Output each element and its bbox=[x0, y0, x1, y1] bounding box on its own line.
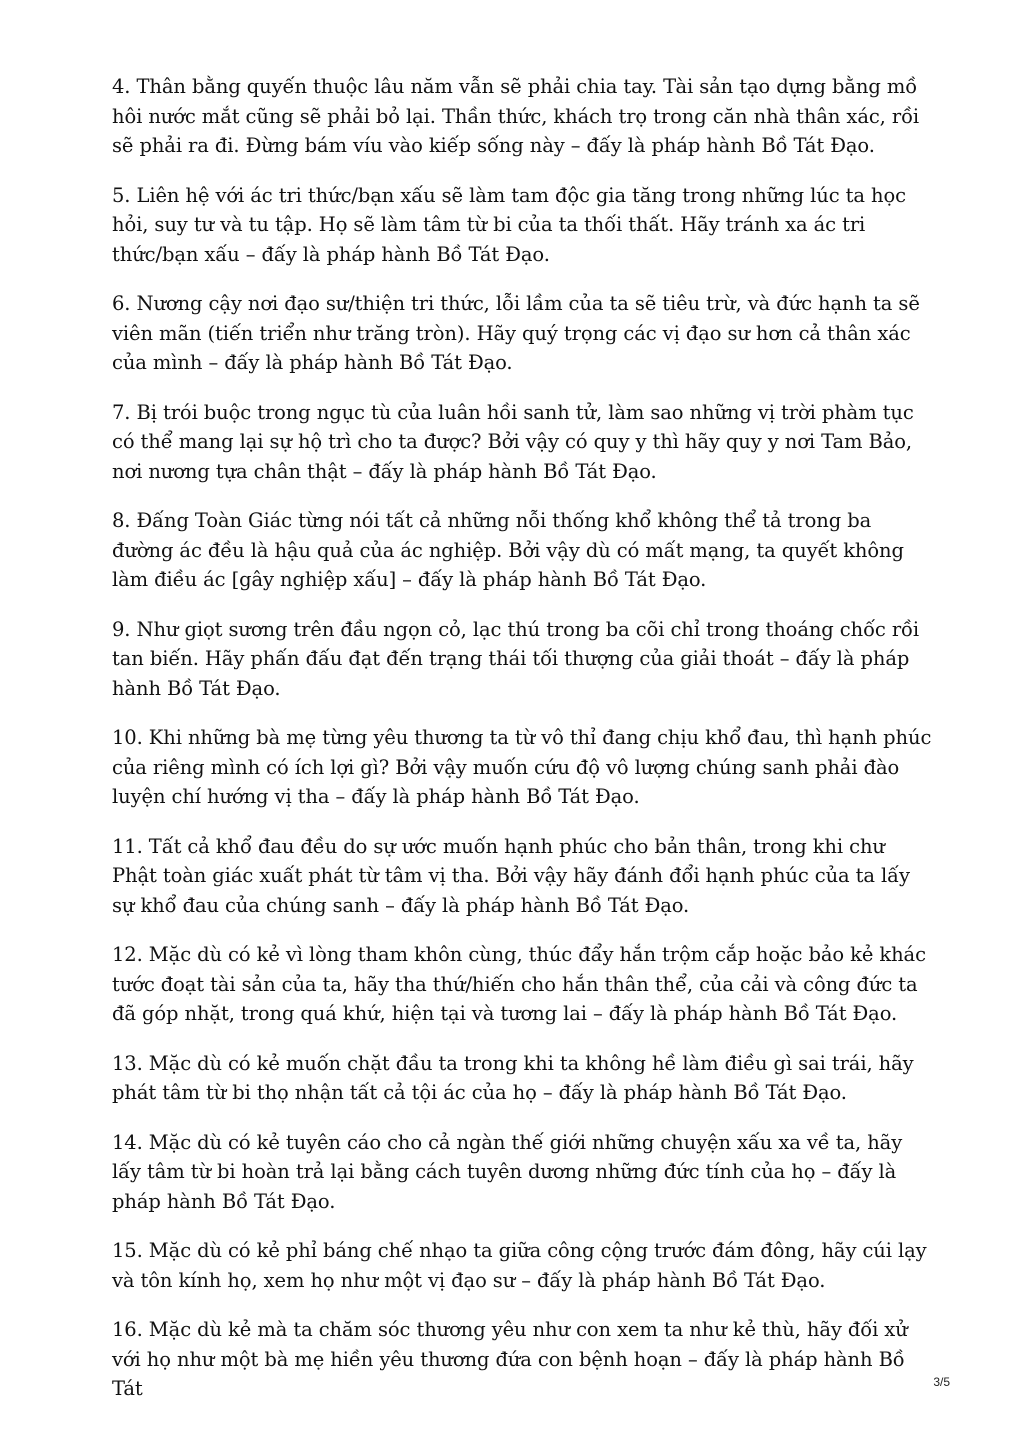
paragraph-4: 4. Thân bằng quyến thuộc lâu năm vẫn sẽ phải chia tay. Tài sản tạo dựng bằng mồ hôi nước mắt cũng sẽ phải bỏ lại. Thần thức, khách trọ trong căn nhà thân xác, rồi sẽ phải ra đi. Đừng bám víu vào kiếp sống này – đấy là pháp hành Bồ Tát Đạo. bbox=[112, 75, 920, 157]
paragraph-8: 8. Đấng Toàn Giác từng nói tất cả những nỗi thống khổ không thể tả trong ba đường ác đều là hậu quả của ác nghiệp. Bởi vậy dù có mất mạng, ta quyết không làm điều ác [gây nghiệp xấu] – đấy là pháp hành Bồ Tát Đạo. bbox=[112, 509, 904, 591]
paragraph-12: 12. Mặc dù có kẻ vì lòng tham khôn cùng, thúc đẩy hắn trộm cắp hoặc bảo kẻ khác tước đoạt tài sản của ta, hãy tha thứ/hiến cho hắn thân thể, của cải và công đức ta đã góp nhặt, trong quá khứ, hiện tại và tương lai – đấy là pháp hành Bồ Tát Đạo. bbox=[112, 943, 926, 1025]
paragraph-9: 9. Như giọt sương trên đầu ngọn cỏ, lạc thú trong ba cõi chỉ trong thoáng chốc rồi tan biến. Hãy phấn đấu đạt đến trạng thái tối thượng của giải thoát – đấy là pháp hành Bồ Tát Đạo. bbox=[112, 617, 920, 700]
page-number: 3/5 bbox=[933, 1375, 950, 1389]
paragraph-5: 5. Liên hệ với ác tri thức/bạn xấu sẽ làm tam độc gia tăng trong những lúc ta học hỏi, suy tư và tu tập. Họ sẽ làm tâm từ bi của ta thối thất. Hãy tránh xa ác tri thức/bạn xấu – đấy là pháp hành Bồ Tát Đạo. bbox=[112, 183, 906, 266]
document-body bbox=[112, 72, 932, 1424]
paragraph-11: 11. Tất cả khổ đau đều do sự ước muốn hạnh phúc cho bản thân, trong khi chư Phật toàn giác xuất phát từ tâm vị tha. Bởi vậy hãy đánh đổi hạnh phúc của ta lấy sự khổ đau của chúng sanh – đấy là pháp hành Bồ Tát Đạo. bbox=[112, 834, 910, 917]
paragraph-15: 15. Mặc dù có kẻ phỉ báng chế nhạo ta giữa công cộng trước đám đông, hãy cúi lạy và tôn kính họ, xem họ như một vị đạo sư – đấy là pháp hành Bồ Tát Đạo. bbox=[112, 1239, 927, 1292]
paragraph-13: 13. Mặc dù có kẻ muốn chặt đầu ta trong khi ta không hề làm điều gì sai trái, hãy phát tâm từ bi thọ nhận tất cả tội ác của họ – đấy là pháp hành Bồ Tát Đạo. bbox=[112, 1051, 914, 1104]
paragraph-14: 14. Mặc dù có kẻ tuyên cáo cho cả ngàn thế giới những chuyện xấu xa về ta, hãy lấy tâm từ bi hoàn trả lại bằng cách tuyên dương những đức tính của họ – đấy là pháp hành Bồ Tát Đạo. bbox=[112, 1130, 903, 1213]
paragraph-10: 10. Khi những bà mẹ từng yêu thương ta từ vô thỉ đang chịu khổ đau, thì hạnh phúc của riêng mình có ích lợi gì? Bởi vậy muốn cứu độ vô lượng chúng sanh phải đào luyện chí hướng vị tha – đấy là pháp hành Bồ Tát Đạo. bbox=[112, 726, 932, 808]
paragraph-7: 7. Bị trói buộc trong ngục tù của luân hồi sanh tử, làm sao những vị trời phàm tục có thể mang lại sự hộ trì cho ta được? Bởi vậy có quy y thì hãy quy y nơi Tam Bảo, nơi nương tựa chân thật – đấy là pháp hành Bồ Tát Đạo. bbox=[112, 400, 914, 483]
paragraph-6: 6. Nương cậy nơi đạo sư/thiện tri thức, lỗi lầm của ta sẽ tiêu trừ, và đức hạnh ta sẽ viên mãn (tiến triển như trăng tròn). Hãy quý trọng các vị đạo sư hơn cả thân xác của mình – đấy là pháp hành Bồ Tát Đạo. bbox=[112, 292, 920, 374]
paragraph-16: 16. Mặc dù kẻ mà ta chăm sóc thương yêu như con xem ta như kẻ thù, hãy đối xử với họ như một bà mẹ hiền yêu thương đứa con bệnh hoạn – đấy là pháp hành Bồ Tát bbox=[112, 1318, 908, 1400]
